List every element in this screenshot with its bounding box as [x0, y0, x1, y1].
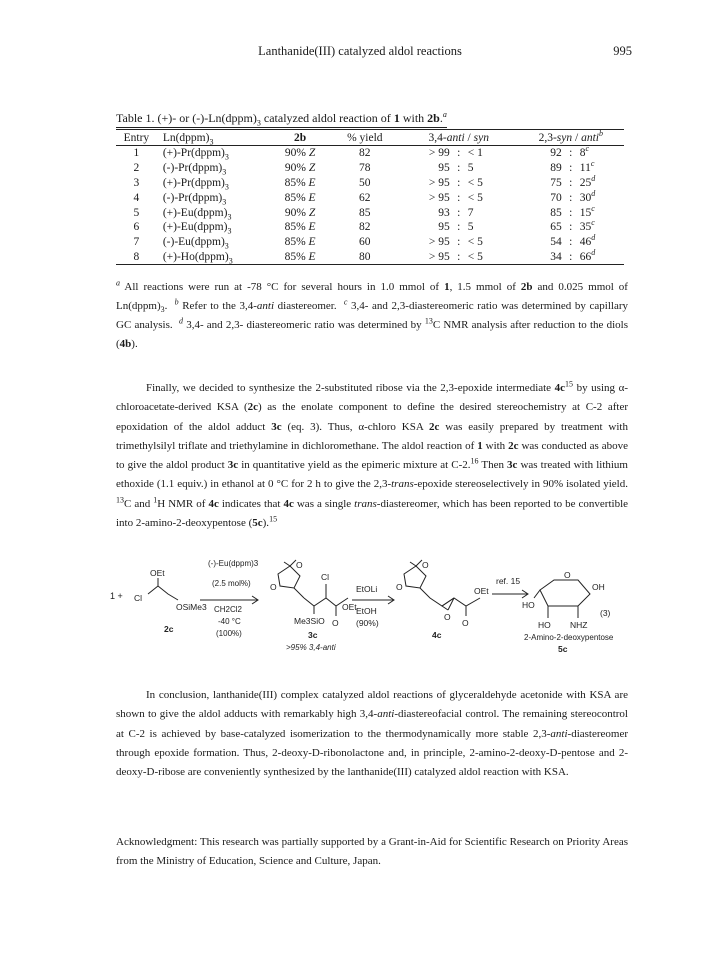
cell-2b: 85% E — [271, 250, 330, 265]
cell-entry: 5 — [133, 206, 140, 219]
running-head — [0, 44, 720, 60]
label-5c: 5c — [558, 644, 568, 654]
table-row — [116, 176, 624, 191]
scheme-start: 1 + — [110, 591, 123, 601]
p4-o-ring: O — [422, 560, 429, 570]
reaction-scheme-eq3 — [108, 554, 628, 670]
col-header-entry: Entry — [116, 130, 157, 146]
cond1-solvent: CH2Cl2 — [214, 605, 243, 614]
cell-syn-anti: 65 : 35$^c$ — [550, 218, 595, 234]
p4-o-left: O — [396, 582, 403, 592]
cell-entry: 7 — [133, 236, 140, 249]
cond3-ref: ref. 15 — [496, 576, 521, 586]
label-2c: 2c — [164, 624, 174, 634]
col-header-2b: 2b — [271, 130, 330, 146]
cond1-cat: (-)-Eu(dppm)3 — [208, 559, 259, 568]
p3-o-ring: O — [296, 560, 303, 570]
table-body — [116, 146, 624, 265]
cell-2b: 90% Z — [284, 162, 316, 175]
cond1-load: (2.5 mol%) — [212, 579, 251, 588]
equation-number: (3) — [600, 608, 611, 618]
table-footnotes: $^a$ All reactions were run at -78 °C for several hours in 1.0 mmol of 1, 1.5 mmol of 2b and 0.025 mmol of $Ln(dppm)_3$. $^b$ Refer to the 3,4-anti diastereomer. $^c$ 3,4- and 2,3-diastereomeric ratio was determined by capillary GC analysis. $^d$ 3,4- and 2,3- diastereomeric ratio was determined by $^{13}$C NMR analysis after reduction to the diols (4b). — [116, 278, 628, 350]
scheme-cl: Cl — [134, 593, 143, 603]
p5-ho2: HO — [538, 620, 551, 630]
cell-entry: 2 — [133, 162, 140, 175]
cell-yield: 80 — [330, 250, 400, 265]
bond-4c-me1 — [410, 562, 416, 566]
cell-syn-anti: 70 : 30$^d$ — [550, 188, 596, 204]
cell-ln: $(-)-Eu(dppm)_3$ — [162, 236, 229, 251]
p4-o-carbonyl: O — [462, 618, 469, 628]
p3-me3sio: Me3SiO — [294, 616, 325, 626]
cell-entry: 6 — [133, 221, 140, 234]
p4-o-epox: O — [444, 612, 451, 622]
cell-ln: $(-)-Pr(dppm)_3$ — [162, 191, 227, 207]
p3-o-carbonyl: O — [332, 618, 339, 628]
p5-ho1: HO — [522, 600, 535, 610]
cell-syn-anti: 54 : 46$^d$ — [550, 233, 596, 249]
p3-oet: OEt — [342, 602, 357, 612]
cell-2b: 90% Z — [284, 147, 316, 160]
col-header-ln: $Ln(dppm)_3$ — [157, 130, 271, 146]
table-row — [116, 235, 624, 250]
cell-yield: 62 — [359, 191, 371, 204]
table-row — [116, 161, 624, 176]
cell-syn-anti: 75 : 25$^d$ — [550, 174, 596, 189]
cell-2b: 85% E — [284, 191, 316, 204]
body-paragraph-conclusion: In conclusion, lanthanide(III) complex catalyzed aldol reactions of glyceraldehyde acetonide with KSA are shown to give the aldol adducts with remarkably high 3,4-anti-diastereofacial control. The remaining stereocontrol at C-2 is achieved by base-catalyzed isomerization to the thermodynamically more stable 2,3-anti-diastereomer through epoxide formation. Thus, 2-deoxy-D-ribonolactone and, in principle, 2-amino-2-deoxy-D-pentose and 2-deoxy-D-ribose are conveniently synthesized by the lanthanide(III) catalyzed aldol reaction with KSA. — [116, 689, 628, 779]
scheme-oet: OEt — [150, 568, 165, 578]
cell-ln: $(-)-Pr(dppm)_3$ — [162, 162, 227, 177]
cell-syn-anti: 92 : 8$^c$ — [550, 144, 590, 160]
table-row — [116, 146, 624, 161]
cell-syn-anti: 89 : 11$^c$ — [550, 159, 595, 175]
cell-entry: 8 — [116, 250, 157, 265]
col-header-syn-anti: 2,3-syn / anti$^b$ — [518, 130, 624, 146]
cond2-base: EtOLi — [356, 584, 378, 594]
p5-oh: OH — [592, 582, 605, 592]
page-number: 995 — [613, 44, 632, 58]
cell-ln: $(+)-Pr(dppm)_3$ — [162, 147, 229, 162]
table-header-row — [116, 130, 624, 146]
cell-entry: 1 — [133, 147, 140, 160]
bond-3c-me1 — [284, 562, 290, 566]
cell-anti-syn: > 95 : < 5 — [428, 191, 483, 204]
body-paragraph-epoxide: Finally, we decided to synthesize the 2-substituted ribose via the 2,3-epoxide intermediate $4c^{15}$ by using α-chloroacetate-derived KSA (2c) as the enolate component to define the desired stereochemistry at C-2 after epoxidation of the aldol adduct 3c (eq. 3). Thus, α-chloro KSA 2c was easily prepared by treatment with trimethylsilyl triflate and triethylamine in dichloromethane. The aldol reaction of 1 with 2c was conducted as above to give the aldol product 3c in quantitative yield as the epimeric mixture at C-2.16 Then 3c was treated with lithium ethoxide (1.1 equiv.) in ethanol at 0 °C for 2 h to give the 2,3-trans-epoxide stereoselectively in 90% isolated yield. $^{13}$C and $^1$H NMR of 4c indicates that 4c was a single trans-diastereomer, which has been reported to be convertible into 2-amino-2-deoxypentose (5c).$^{15}$ — [116, 379, 629, 530]
col-header-yield: % yield — [330, 130, 400, 146]
cell-anti-syn: 93 : 7 — [438, 206, 474, 219]
cell-yield: 78 — [359, 162, 371, 175]
p3-o-left: O — [270, 582, 277, 592]
cell-syn-anti: 34 : 66$^d$ — [518, 250, 624, 265]
cell-anti-syn: > 95 : < 5 — [400, 250, 518, 265]
cell-yield: 50 — [359, 176, 371, 189]
bond-5c-ho1 — [534, 590, 540, 598]
table-row — [116, 190, 624, 205]
cell-entry: 4 — [133, 191, 140, 204]
cell-ln: $(+)-Eu(dppm)_3$ — [162, 206, 232, 221]
label-4c: 4c — [432, 630, 442, 640]
cell-anti-syn: 95 : 5 — [438, 162, 474, 175]
cell-2b: 85% E — [284, 236, 316, 249]
bond-2c — [148, 586, 178, 600]
cell-anti-syn: > 99 : < 1 — [428, 147, 483, 160]
epoxide-o1 — [442, 606, 448, 610]
cond2-solvent: EtOH — [356, 606, 377, 616]
label-3c: 3c — [308, 630, 318, 640]
cell-ln: $(+)-Ho(dppm)_3$ — [157, 250, 271, 265]
cell-yield: 85 — [359, 206, 371, 219]
results-table — [116, 129, 624, 265]
table-caption: Table 1. (+)- or $(-)-Ln(dppm)_3$ catalyzed aldol reaction of 1 with 2b.$^a$ — [116, 110, 447, 128]
table-row — [116, 220, 624, 235]
cell-anti-syn: > 95 : < 5 — [428, 176, 483, 189]
scheme-osime3: OSiMe3 — [176, 602, 207, 612]
chain-4c — [420, 588, 480, 606]
cond1-temp: -40 °C — [218, 617, 241, 626]
cell-2b: 85% E — [284, 221, 316, 234]
table-row — [116, 205, 624, 220]
cell-2b: 90% Z — [284, 206, 316, 219]
cell-entry: 3 — [133, 176, 140, 189]
cond1-yield: (100%) — [216, 629, 242, 638]
p5-o-ring: O — [564, 570, 571, 580]
cell-ln: $(+)-Pr(dppm)_3$ — [162, 176, 229, 192]
cond2-yield: (90%) — [356, 618, 379, 628]
cell-syn-anti: 85 : 15$^c$ — [550, 203, 595, 219]
cell-ln: $(+)-Eu(dppm)_3$ — [162, 221, 232, 236]
running-title: Lanthanide(III) catalyzed aldol reactions — [258, 44, 462, 58]
cell-2b: 85% E — [284, 176, 316, 189]
col-header-anti-syn: 3,4-anti / syn — [400, 130, 518, 146]
cell-yield: 82 — [359, 147, 371, 160]
cell-yield: 82 — [359, 221, 371, 234]
cell-anti-syn: 95 : 5 — [438, 221, 474, 234]
bond-3c-a — [294, 588, 304, 598]
p3-cl: Cl — [321, 572, 330, 582]
label-5c-name: 2-Amino-2-deoxypentose — [524, 633, 614, 642]
p4-oet: OEt — [474, 586, 489, 596]
cell-yield: 60 — [359, 236, 371, 249]
table-row — [116, 250, 624, 265]
cell-anti-syn: > 95 : < 5 — [428, 236, 483, 249]
ratio-3c: >95% 3,4-anti — [286, 643, 336, 652]
ring-5c — [540, 580, 590, 606]
acknowledgment: Acknowledgment: This research was partially supported by a Grant-in-Aid for Scientific Research on Priority Areas from the Ministry of Education, Science and Culture, Japan. — [116, 836, 628, 868]
p5-nhz: NHZ — [570, 620, 588, 630]
